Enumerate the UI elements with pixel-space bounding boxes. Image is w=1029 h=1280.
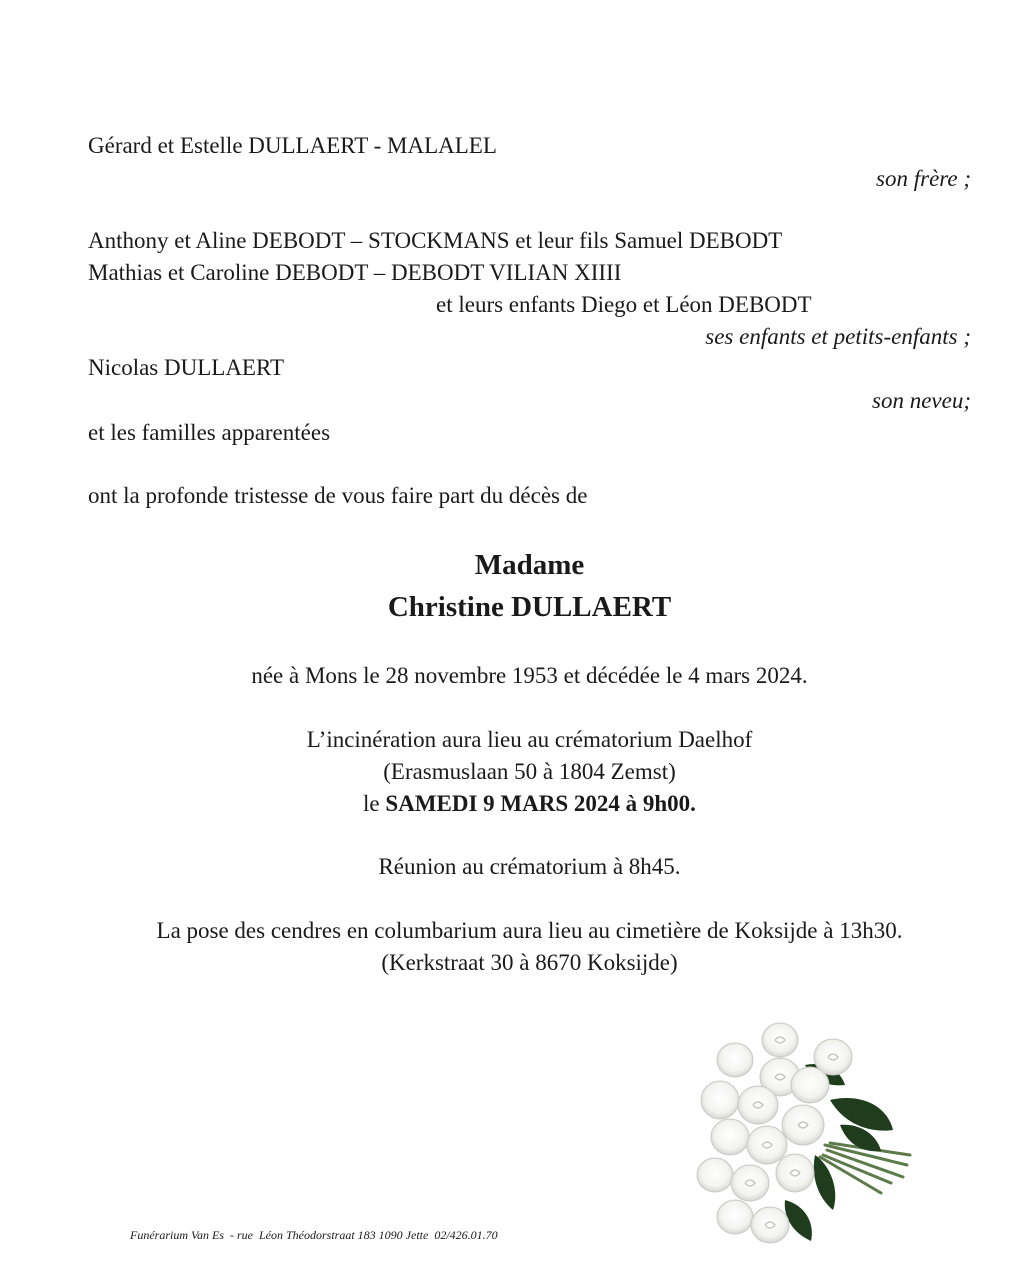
deceased-name: Christine DULLAERT	[387, 591, 672, 623]
family-line-5: Nicolas DULLAERT	[88, 355, 284, 380]
funeral-home-footer: Funérarium Van Es - rue Léon Théodorstraat 183 1090 Jette 02/426.01.70	[130, 1228, 498, 1242]
family-line-2: Anthony et Aline DEBODT – STOCKMANS et leur fils Samuel DEBODT	[88, 228, 783, 253]
relation-nephew: son neveu;	[872, 388, 971, 413]
family-line-3: Mathias et Caroline DEBODT – DEBODT VILIAN XIIII	[88, 260, 622, 285]
deceased-honorific: Madame	[474, 549, 585, 581]
cremation-date	[0, 789, 1029, 819]
cremation-date-prefix: le	[363, 791, 386, 816]
family-line-4: et leurs enfants Diego et Léon DEBODT	[436, 292, 812, 317]
meeting-line: Réunion au crématorium à 8h45.	[378, 854, 681, 879]
relation-brother: son frère ;	[876, 166, 971, 191]
announcement-line: ont la profonde tristesse de vous faire part du décès de	[88, 483, 588, 508]
cremation-date-bold: SAMEDI 9 MARS 2024 à 9h00.	[385, 791, 696, 816]
ashes-address: (Kerkstraat 30 à 8670 Koksijde)	[381, 950, 678, 975]
relation-children: ses enfants et petits-enfants ;	[705, 324, 971, 349]
birth-death-dates: née à Mons le 28 novembre 1953 et décédée le 4 mars 2024.	[251, 663, 808, 688]
family-line-1: Gérard et Estelle DULLAERT - MALALEL	[88, 133, 497, 158]
white-roses-bouquet-icon	[655, 1005, 940, 1255]
family-line-6: et les familles apparentées	[88, 420, 331, 445]
ashes-line: La pose des cendres en columbarium aura lieu au cimetière de Koksijde à 13h30.	[156, 918, 903, 943]
cremation-line: L’incinération aura lieu au crématorium Daelhof	[306, 727, 753, 752]
cremation-address: (Erasmuslaan 50 à 1804 Zemst)	[383, 759, 676, 784]
